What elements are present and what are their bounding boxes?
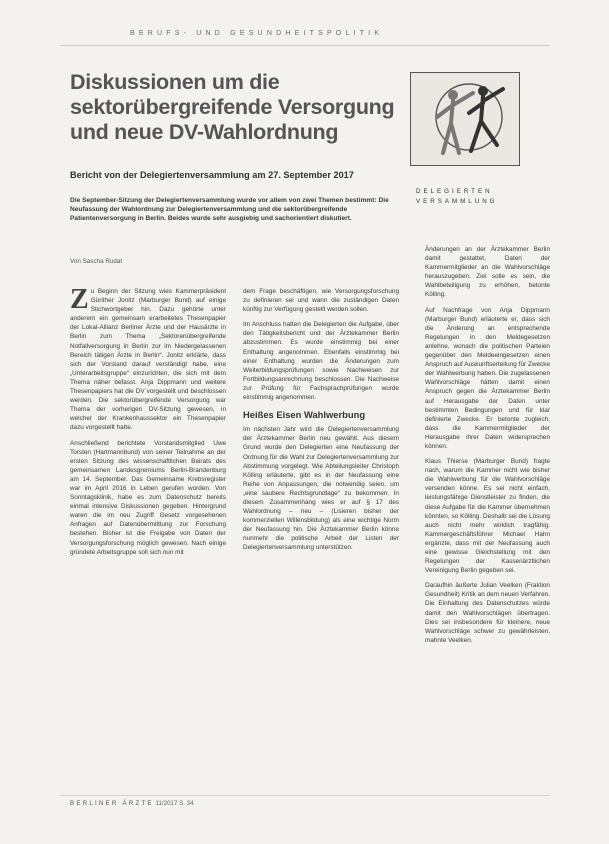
- paragraph: Änderungen an der Ärztekammer Berlin damit gestattet, Daten der Kammermitglieder an die Wahlvorschläge herauszugeben. Ziel solle es sein, die Wahlbeteiligung zu erhöhen, betonte Kölling.: [425, 246, 550, 299]
- footer-issue: 11/2017 S. 34: [155, 800, 194, 807]
- dancing-figures-icon: [411, 73, 519, 165]
- logo-text-line2: VERSAMMLUNG: [416, 198, 498, 205]
- page-footer: [70, 800, 194, 807]
- drop-cap: Z: [70, 284, 89, 315]
- paragraph: Daraufhin äußerte Julian Veelken (Fraktion Gesundheit) Kritik an dem neuen Verfahren. Die Einhaltung des Datenschutzes würde damit den Wahlvorschlägen übertragen. Dies sei insbesondere für kleinere, neue Wahlvorschläge schwer zu gewährleisten, mahnte Veelken.: [425, 582, 550, 644]
- logo-text-line1: DELEGIERTEN: [416, 188, 493, 195]
- paragraph-text: u Beginn der Sitzung wies Kammerpräsident Günther Jonitz (Marburger Bund) auf einige Stichwortgeber hin. Dazu gehörte unter anderem ein gemeinsam erarbeitetes Thesenpapier der Lokal-Allianz Berliner Ärzte und der Hausärzte in Berlin zum Thema „Sektorenübergreifende Notfallversorgung in Berlin zur im Niedergelassenen Bereich tätigen Ärzte in Berlin“. Jonitz erklärte, dass sich der Vorstand darauf verständigt habe, eine „Unterarbeitsgruppe“ einzurichten, die sich mit dem Thema näher befasst. Anja Dippmann und weitere Thesenpapiers hat die DV vorgestellt und beschlossen werden. Die sektorübergreifende Versorgung war Thema der vorherigen DV-Sitzung gewesen, in welcher der Krankenhaussektor ein Thesenpapier dazu vorgestellt hatte.: [70, 288, 226, 432]
- footer-brand: BERLINER ÄRZTE: [70, 800, 154, 807]
- section-subheading: Heißes Eisen Wahlwerbung: [243, 409, 366, 421]
- text-column-3: [425, 245, 550, 651]
- paragraph: Im Anschluss hatten die Delegierten die Aufgabe, über den Tätigkeitsbericht und der Ärztekammer Berlin abzustimmen. Es wurde einstimmig bei einer Enthaltung angenommen. Ebenfalls einstimmig bei einer Enthaltung wurden die Änderungen zum Weiterbildungsprüfungen sowie Nachweisen zur Fortbildungsanrechnung beschlossen. Die Nachweise zur Prüfung für Fachsprachprüfungen wurde einstimmig angenommen.: [243, 321, 399, 402]
- paragraph: Anschließend berichtete Vorstandsmitglied Uwe Torsten (Hartmannbund) von seiner Teilnahme an der ersten Sitzung des wissenschaftlichen Beirats des gemeinsamen Landesgremiums Berlin-Brandenburg am 14. September. Das Gemeinsame Krebsregister war im April 2016 in Leben gerufen worden. Von Sonntagsklinik, habe es zum Datenschutz bereits einmal intensive Diskussionen gegeben. Hintergrund waren die im neu Zugriff Gesetz vorgesehenen Anfragen auf Datenübermittlung zur Forschung bestehen. Bisher ist die Freigabe von Daten der Versorgungsforschung möglich gewesen. Nach einige gründete Arbeitsgruppe soll sich nun mit: [70, 439, 226, 556]
- delegiertenversammlung-logo: [410, 72, 520, 220]
- header-rule: [60, 45, 550, 46]
- footer-rule: [60, 795, 550, 796]
- article-subtitle: Bericht von der Delegiertenversammlung am 27. September 2017: [70, 170, 354, 180]
- paragraph: Im nächsten Jahr wird die Delegiertenversammlung der Ärztekammer Berlin neu gewählt. Aus diesem Grund wurde den Delegierten eine Neufassung der Ordnung für die Wahl zur Delegiertenversammlung zur Abstimmung vorgelegt. Wie Abteilungsleiter Christoph Kölling erläuterte, gibt es in der Neufassung eine Reihe von Anpassungen, die notwendig seien, um „eine saubere Rechtsgrundlage“ zu bekommen. In diesem Zusammenhang wies er auf § 17 des Wahlordnung – neu – (Lisieren bisher der kommerziellen Willensbildung) als eine wichtige Norm der Neufassung hin. Die Ärztekammer Berlin könne nunmehr die politische Arbeit der Listen der Delegiertenversammlung unterstützen.: [243, 426, 399, 552]
- paragraph: dem Frage beschäftigen, wie Versorgungsforschung zu definieren sei und wann die zuständigen Daten künftig zur Verfügung gestellt werden sollen.: [243, 288, 399, 314]
- logo-figure-box: [410, 72, 520, 166]
- section-header: BERUFS- UND GESUNDHEITSPOLITIK: [130, 30, 384, 37]
- article-intro: Die September-Sitzung der Delegiertenversammlung wurde vor allem von zwei Themen bestimmt: Die Neufassung der Wahlordnung zur Delegiertenversammlung und die sektorübergreifende Patientenversorgung in Berlin. Beides wurde sehr ausgiebig und sachorientiert diskutiert.: [70, 197, 389, 223]
- text-column-2: [243, 287, 399, 559]
- text-column-1: [70, 284, 226, 563]
- paragraph: Klaus Thierse (Marburger Bund) fragte nach, warum die Kammer nicht wie bisher die Wahlwerbung für die Wahlvorschläge versenden könne. Es sei nicht einfach, leistungsfähige Dienstleister zu finden, die diese Aufgabe für die Kammer übernehmen könnten, so Kölling. Deshalb sei die Lösung auch nicht mehr wirklich tragfähig. Kammergeschäftsführer Michael Hahn ergänzte, dass mit der Neufassung auch eine gewisse Gleichstellung mit den Regelungen der Kassenärztlichen Vereinigung Berlin gegeben sei.: [425, 458, 550, 575]
- paragraph: [70, 284, 226, 433]
- article-author: Von Sascha Rudat: [70, 258, 123, 265]
- article-title: Diskussionen um die sektorübergreifende Versorgung und neue DV-Wahlordnung: [70, 70, 395, 144]
- paragraph: Auf Nachfrage von Anja Dippmann (Marburger Bund) erläuterte er, dass sich die Änderung an entsprechende Regelungen in den Meldegesetzen anlehne, wonach die politischen Parteien gegenüber den Meldeeingesetzen einen Anspruch auf Auskunftserteilung für Zwecke der Wahlwerbung haben. Die zugelassenen Wahlvorschläge hätten damit einen Anspruch gegen die Ärztekammer Berlin auf Herausgabe der Daten unter bestimmten Bedingungen und für klar definierte Zwecke. Er betonte zugleich, dass die Kammermitglieder der Herausgabe ihrer Daten widersprechen können.: [425, 306, 550, 450]
